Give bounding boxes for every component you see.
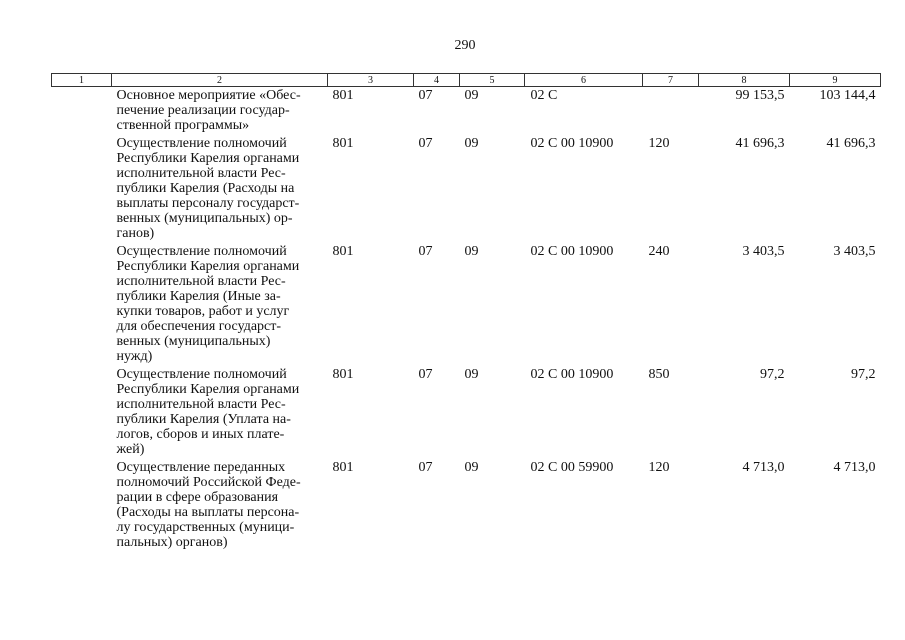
row-number-cell xyxy=(52,135,112,243)
row-number-cell xyxy=(52,87,112,136)
admin-code-cell: 801 xyxy=(332,367,354,382)
sum-year2-cell: 3 403,5 xyxy=(833,244,876,259)
row-name-line: нужд) xyxy=(116,349,153,364)
table-row xyxy=(52,87,881,136)
row-name-line: публики Карелия (Уплата на- xyxy=(116,412,291,427)
row-number-cell xyxy=(52,459,112,552)
row-name-line: Осуществление переданных xyxy=(116,460,286,475)
sum-year1-cell: 3 403,5 xyxy=(742,244,785,259)
row-name-line: логов, сборов и иных плате- xyxy=(116,427,285,442)
row-name-line: (Расходы на выплаты персона- xyxy=(116,505,300,520)
row-name-line: пальных) органов) xyxy=(116,535,228,550)
row-name-line: печение реализации государ- xyxy=(116,103,290,118)
admin-code-cell: 801 xyxy=(332,244,354,259)
sum-year1-cell: 99 153,5 xyxy=(735,88,785,103)
expense-kind-cell: 120 xyxy=(648,460,670,475)
subsection-code-cell: 09 xyxy=(464,460,479,475)
row-name-line: полномочий Российской Феде- xyxy=(116,475,301,490)
target-code-cell: 02 С xyxy=(530,88,558,103)
row-name-line: исполнительной власти Рес- xyxy=(116,274,286,289)
admin-code-cell: 801 xyxy=(332,136,354,151)
row-name-line: жей) xyxy=(116,442,145,457)
row-name-line: ганов) xyxy=(116,226,155,241)
row-name-line: лу государственных (муници- xyxy=(116,520,295,535)
section-code-cell: 07 xyxy=(418,460,433,475)
row-name-line: Основное мероприятие «Обес- xyxy=(116,88,301,103)
subsection-code-cell: 09 xyxy=(464,88,479,103)
row-name-cell xyxy=(112,87,328,136)
section-code-cell: 07 xyxy=(418,367,433,382)
sum-year2-cell: 41 696,3 xyxy=(826,136,876,151)
row-name-line: исполнительной власти Рес- xyxy=(116,397,286,412)
row-name-line: Осуществление полномочий xyxy=(116,136,287,151)
table-body xyxy=(52,87,881,553)
subsection-code-cell: 09 xyxy=(464,367,479,382)
target-code-cell: 02 С 00 10900 xyxy=(530,367,614,382)
row-name-line: венных (муниципальных) xyxy=(116,334,271,349)
row-name-line: выплаты персоналу государст- xyxy=(116,196,300,211)
table-row xyxy=(52,135,881,243)
expense-kind-cell: 850 xyxy=(648,367,670,382)
row-name-line: исполнительной власти Рес- xyxy=(116,166,286,181)
row-name-cell xyxy=(112,366,328,459)
admin-code-cell: 801 xyxy=(332,88,354,103)
target-code-cell: 02 С 00 59900 xyxy=(530,460,614,475)
target-code-cell: 02 С 00 10900 xyxy=(530,136,614,151)
row-number-cell xyxy=(52,243,112,366)
admin-code-cell: 801 xyxy=(332,460,354,475)
row-name-line: Республики Карелия органами xyxy=(116,151,300,166)
section-code-cell: 07 xyxy=(418,136,433,151)
column-header: 3 xyxy=(328,74,414,87)
column-header: 1 xyxy=(52,74,112,87)
row-name-line: Осуществление полномочий xyxy=(116,244,287,259)
row-name-cell xyxy=(112,459,328,552)
page-number: 290 xyxy=(454,38,476,53)
column-header: 9 xyxy=(790,74,881,87)
subsection-code-cell: 09 xyxy=(464,136,479,151)
row-name-line: Республики Карелия органами xyxy=(116,382,300,397)
sum-year2-cell: 4 713,0 xyxy=(833,460,876,475)
sum-year2-cell: 97,2 xyxy=(851,367,876,382)
column-header: 2 xyxy=(112,74,328,87)
row-name-cell xyxy=(112,135,328,243)
sum-year1-cell: 4 713,0 xyxy=(742,460,785,475)
section-code-cell: 07 xyxy=(418,88,433,103)
row-name-line: рации в сфере образования xyxy=(116,490,279,505)
row-name-line: Осуществление полномочий xyxy=(116,367,287,382)
row-name-line: публики Карелия (Расходы на xyxy=(116,181,295,196)
expense-kind-cell xyxy=(643,87,699,136)
subsection-code-cell: 09 xyxy=(464,244,479,259)
row-name-cell xyxy=(112,243,328,366)
row-number-cell xyxy=(52,366,112,459)
section-code-cell: 07 xyxy=(418,244,433,259)
expense-kind-cell: 240 xyxy=(648,244,670,259)
column-header: 8 xyxy=(699,74,790,87)
table-row xyxy=(52,366,881,459)
column-header: 7 xyxy=(643,74,699,87)
row-name-line: ственной программы» xyxy=(116,118,250,133)
row-name-line: для обеспечения государст- xyxy=(116,319,282,334)
target-code-cell: 02 С 00 10900 xyxy=(530,244,614,259)
sum-year2-cell: 103 144,4 xyxy=(819,88,876,103)
row-name-line: публики Карелия (Иные за- xyxy=(116,289,281,304)
row-name-line: Республики Карелия органами xyxy=(116,259,300,274)
column-header: 5 xyxy=(460,74,525,87)
budget-table xyxy=(51,73,881,552)
table-row xyxy=(52,459,881,552)
expense-kind-cell: 120 xyxy=(648,136,670,151)
column-header: 6 xyxy=(525,74,643,87)
row-name-line: венных (муниципальных) ор- xyxy=(116,211,293,226)
sum-year1-cell: 97,2 xyxy=(760,367,785,382)
row-name-line: купки товаров, работ и услуг xyxy=(116,304,290,319)
table-row xyxy=(52,243,881,366)
column-header: 4 xyxy=(414,74,460,87)
sum-year1-cell: 41 696,3 xyxy=(735,136,785,151)
table-header xyxy=(52,74,881,87)
